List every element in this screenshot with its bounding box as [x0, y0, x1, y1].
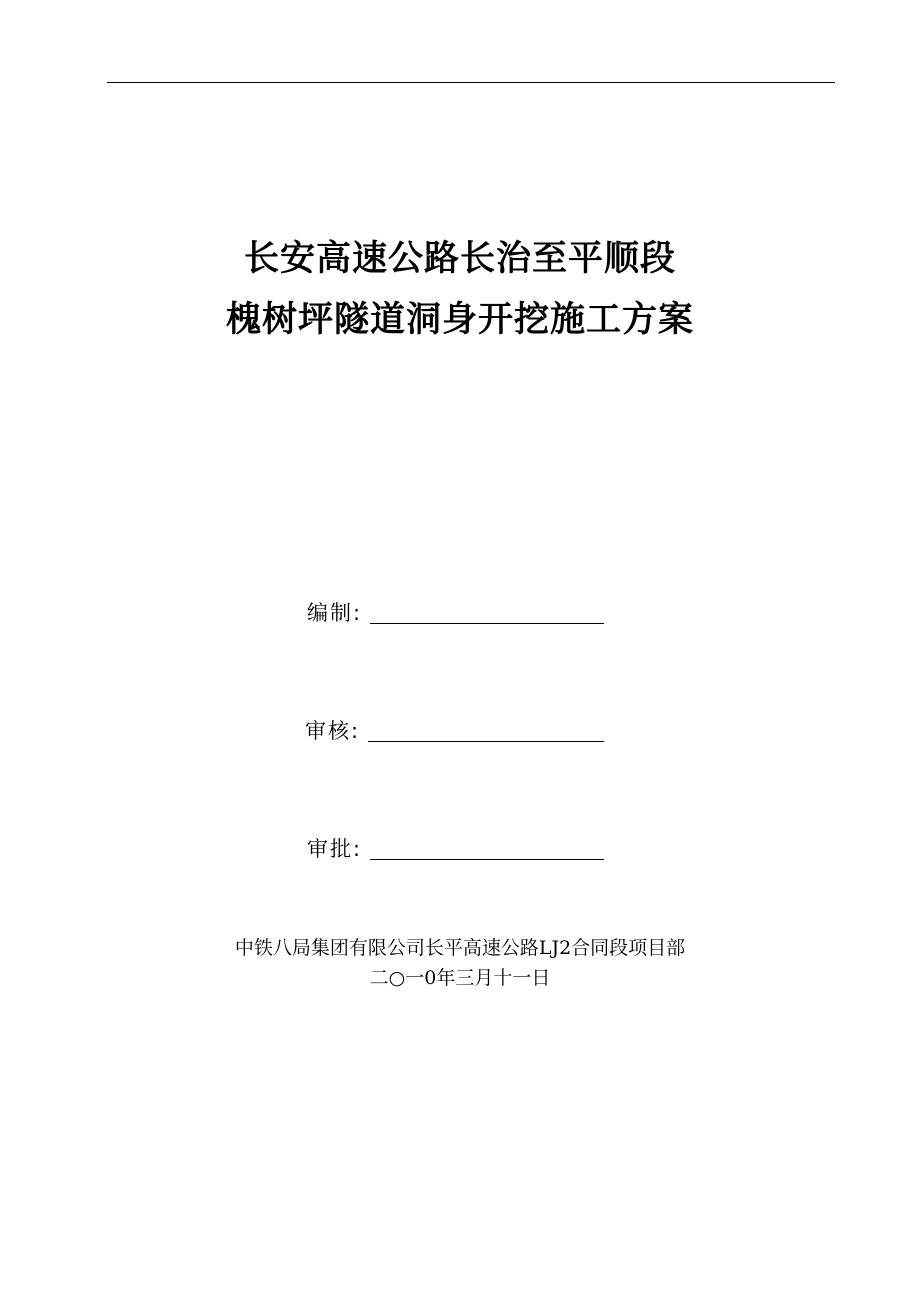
- signature-blank-line: [370, 835, 604, 860]
- signature-colon: :: [351, 719, 359, 743]
- signature-row-reviewed: [305, 714, 604, 744]
- signature-label: 审核: [305, 719, 351, 743]
- signature-label: 编制: [307, 601, 353, 625]
- title-line-1: 长安高速公路长治至平顺段: [243, 239, 676, 279]
- signature-colon: :: [353, 837, 361, 861]
- title-line-2: 槐树坪隧道洞身开挖施工方案: [225, 300, 694, 340]
- header-rule: [107, 82, 835, 83]
- signature-label: 审批: [307, 837, 353, 861]
- signature-colon: :: [353, 601, 361, 625]
- footer-date: 二○一0年三月十一日: [369, 967, 551, 989]
- signature-blank-line: [368, 717, 604, 742]
- signature-row-compiled: [307, 596, 604, 626]
- signature-row-approved: [307, 832, 604, 862]
- footer-organization: 中铁八局集团有限公司长平高速公路LJ2合同段项目部: [234, 937, 686, 959]
- signature-blank-line: [370, 599, 604, 624]
